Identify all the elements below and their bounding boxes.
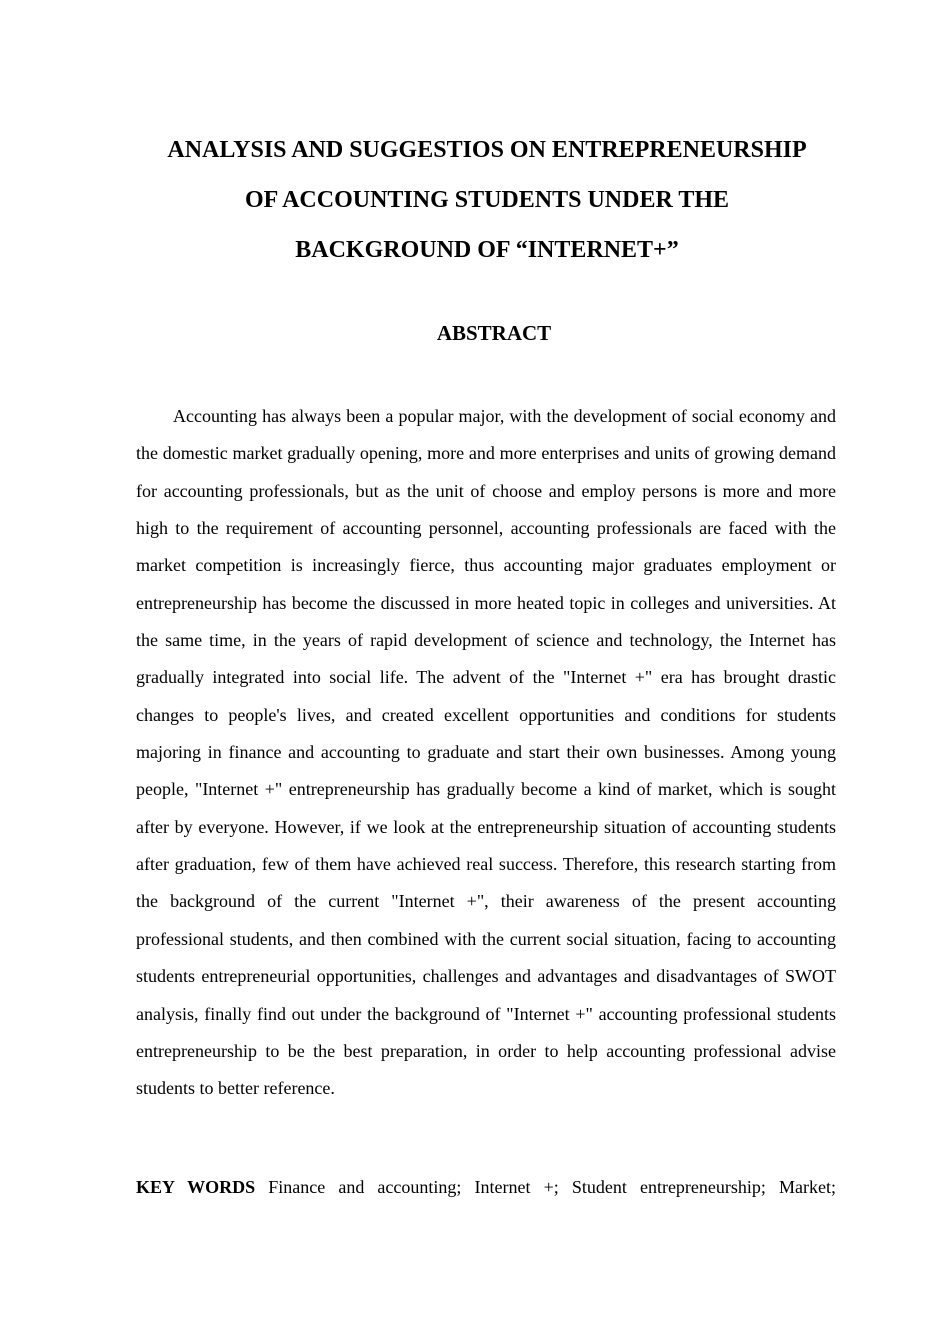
keywords-text: Finance and accounting; Internet +; Student entrepreneurship; Market;: [268, 1177, 836, 1197]
paper-title: [0, 125, 950, 275]
keywords-label: KEY WORDS: [136, 1177, 256, 1197]
title-line-2: OF ACCOUNTING STUDENTS UNDER THE: [244, 187, 730, 213]
title-line-1: ANALYSIS AND SUGGESTIOS ON ENTREPRENEURSHIP: [167, 137, 807, 163]
abstract-heading: ABSTRACT: [436, 321, 552, 345]
keywords-line: [136, 1170, 836, 1204]
title-line-3: BACKGROUND OF “INTERNET+”: [295, 237, 679, 263]
abstract-body: Accounting has always been a popular major, with the development of social economy and the domestic market gradually opening, more and more enterprises and units of growing demand for accounting professionals, but as the unit of choose and employ persons is more and more high to the requirement of accounting personnel, accounting professionals are faced with the market competition is increasingly fierce, thus accounting major graduates employment or entrepreneurship has become the discussed in more heated topic in colleges and universities. At the same time, in the years of rapid development of science and technology, the Internet has gradually integrated into social life. The advent of the "Internet +" era has brought drastic changes to people's lives, and created excellent opportunities and conditions for students majoring in finance and accounting to graduate and start their own businesses. Among young people, "Internet +" entrepreneurship has gradually become a kind of market, which is sought after by everyone. However, if we look at the entrepreneurship situation of accounting students after graduation, few of them have achieved real success. Therefore, this research starting from the background of the current "Internet +", their awareness of the present accounting professional students, and then combined with the current social situation, facing to accounting students entrepreneurial opportunities, challenges and advantages and disadvantages of SWOT analysis, finally find out under the background of "Internet +" accounting professional students entrepreneurship to be the best preparation, in order to help accounting professional advise students to better reference.: [136, 406, 836, 1099]
